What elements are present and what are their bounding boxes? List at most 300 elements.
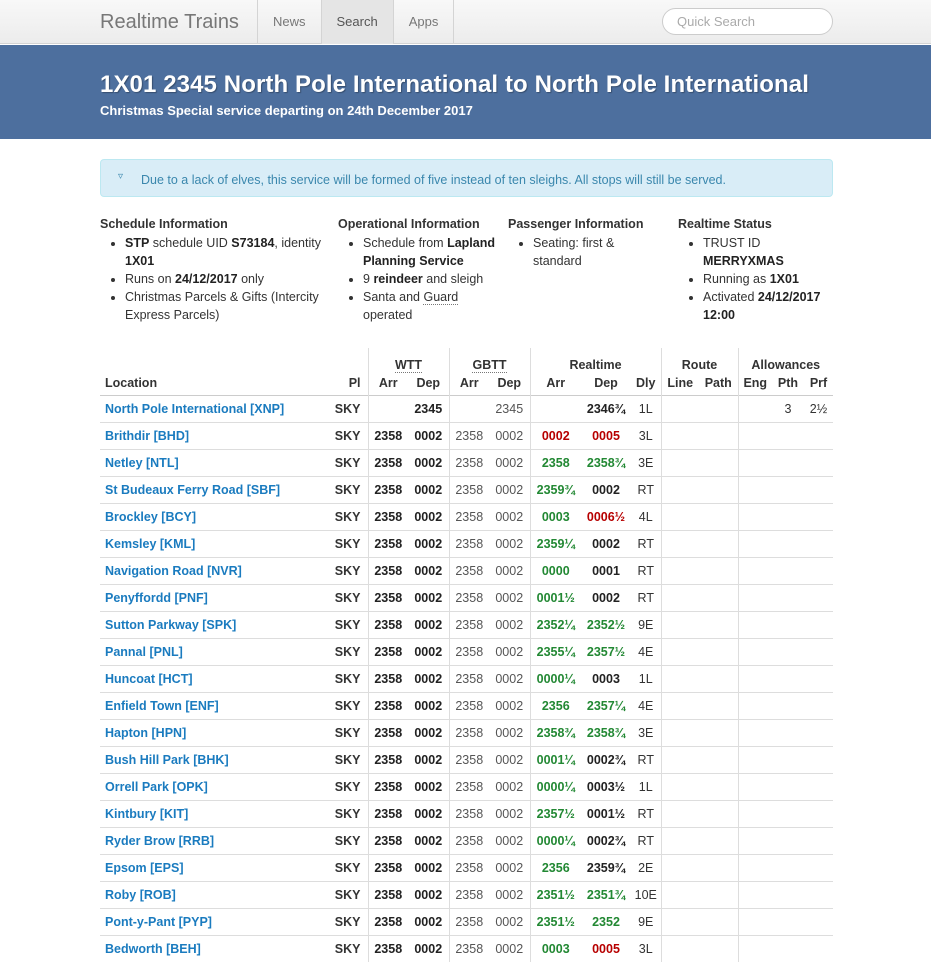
schedule-uid: S73184 — [231, 236, 275, 250]
path-cell — [699, 665, 738, 692]
eng-allowance-cell — [738, 530, 772, 557]
delay-cell: 2E — [631, 854, 661, 881]
platform-cell: SKY — [328, 773, 368, 800]
rt-dep-cell: 0006½ — [581, 503, 631, 530]
rt-dep-cell: 0005 — [581, 422, 631, 449]
col-delay: Dly — [636, 376, 656, 391]
col-wtt-dep: Dep — [416, 376, 441, 391]
gbtt-dep-cell: 2345 — [489, 395, 530, 422]
pth-allowance-cell — [772, 719, 804, 746]
prf-allowance-cell — [804, 827, 833, 854]
prf-allowance-cell — [804, 746, 833, 773]
col-line: Line — [661, 372, 699, 395]
gbtt-dep-cell: 0002 — [489, 692, 530, 719]
running-label: Running as — [703, 272, 770, 286]
wtt-dep-cell: 0002 — [408, 476, 449, 503]
wtt-arr-cell: 2358 — [368, 719, 408, 746]
quick-search-input[interactable] — [662, 8, 833, 35]
pth-allowance-cell — [772, 800, 804, 827]
prf-allowance-cell: 2½ — [804, 395, 833, 422]
identity: 1X01 — [125, 254, 155, 268]
brand-logo[interactable]: Realtime Trains — [100, 11, 239, 33]
prf-allowance-cell — [804, 476, 833, 503]
path-cell — [699, 908, 738, 935]
wtt-arr-cell: 2358 — [368, 746, 408, 773]
trust-id-item — [703, 234, 838, 270]
table-row[interactable] — [100, 665, 833, 692]
pth-allowance-cell — [772, 908, 804, 935]
platform-cell: SKY — [328, 881, 368, 908]
line-cell — [661, 503, 699, 530]
line-cell — [661, 557, 699, 584]
rt-arr-cell: 0000 — [530, 557, 581, 584]
gbtt-arr-cell: 2358 — [449, 773, 489, 800]
table-row[interactable] — [100, 908, 833, 935]
wtt-arr-cell: 2358 — [368, 665, 408, 692]
wtt-dep-cell: 0002 — [408, 746, 449, 773]
col-wtt-arr: Arr — [368, 372, 408, 395]
gbtt-dep-cell: 0002 — [489, 476, 530, 503]
delay-cell: 1L — [631, 665, 661, 692]
location-link[interactable]: Brithdir [BHD] — [105, 428, 190, 443]
wtt-arr-cell: 2358 — [368, 638, 408, 665]
path-cell — [699, 773, 738, 800]
delay-cell: 3E — [631, 449, 661, 476]
rt-arr-cell: 2355¼ — [530, 638, 581, 665]
rt-arr-cell: 0003 — [530, 503, 581, 530]
path-cell — [699, 854, 738, 881]
prf-allowance-cell — [804, 719, 833, 746]
rt-dep-cell: 2352½ — [581, 611, 631, 638]
path-cell — [699, 692, 738, 719]
delay-cell: 3L — [631, 422, 661, 449]
rt-arr-cell: 2357½ — [530, 800, 581, 827]
schedule-from-label: Schedule from — [363, 236, 448, 250]
realtime-status-heading: Realtime Status — [678, 217, 772, 231]
prf-allowance-cell — [804, 800, 833, 827]
delay-cell: RT — [631, 800, 661, 827]
pth-allowance-cell — [772, 557, 804, 584]
location-cell — [100, 935, 328, 962]
table-row[interactable] — [100, 638, 833, 665]
prf-allowance-cell — [804, 584, 833, 611]
operational-info-heading: Operational Information — [338, 217, 480, 231]
platform-cell: SKY — [328, 854, 368, 881]
platform-cell: SKY — [328, 530, 368, 557]
platform-cell: SKY — [328, 611, 368, 638]
table-row[interactable] — [100, 935, 833, 962]
platform-cell: SKY — [328, 800, 368, 827]
delay-cell: 1L — [631, 395, 661, 422]
eng-allowance-cell — [738, 773, 772, 800]
location-link[interactable]: Pannal [PNL] — [105, 644, 183, 659]
wtt-arr-cell: 2358 — [368, 557, 408, 584]
location-link[interactable]: Huncoat [HCT] — [105, 671, 193, 686]
eng-allowance-cell — [738, 827, 772, 854]
guard-abbr[interactable]: Guard — [423, 290, 459, 304]
rt-dep-cell: 0005 — [581, 935, 631, 962]
rt-dep-cell: 0001½ — [581, 800, 631, 827]
gbtt-abbr[interactable]: GBTT — [472, 358, 507, 372]
table-row[interactable] — [100, 422, 833, 449]
delay-cell: 9E — [631, 611, 661, 638]
location-cell — [100, 422, 328, 449]
rt-arr-cell: 0001½ — [530, 584, 581, 611]
line-cell — [661, 422, 699, 449]
gbtt-dep-cell: 0002 — [489, 638, 530, 665]
prf-allowance-cell — [804, 908, 833, 935]
running-as-item — [703, 270, 838, 288]
gbtt-dep-cell: 0002 — [489, 746, 530, 773]
delay-cell: RT — [631, 584, 661, 611]
path-cell — [699, 449, 738, 476]
rt-arr-cell: 2351½ — [530, 881, 581, 908]
gbtt-arr-cell: 2358 — [449, 530, 489, 557]
location-link[interactable]: Epsom [EPS] — [105, 860, 184, 875]
line-cell — [661, 719, 699, 746]
line-cell — [661, 773, 699, 800]
platform-cell: SKY — [328, 935, 368, 962]
gbtt-dep-cell: 0002 — [489, 584, 530, 611]
runs-date: 24/12/2017 — [175, 272, 238, 286]
col-rt-arr: Arr — [530, 372, 581, 395]
line-cell — [661, 395, 699, 422]
location-link[interactable]: Roby [ROB] — [105, 887, 176, 902]
platform-cell: SKY — [328, 584, 368, 611]
rt-arr-cell: 2352¼ — [530, 611, 581, 638]
wtt-dep-cell: 0002 — [408, 854, 449, 881]
table-row[interactable] — [100, 746, 833, 773]
location-cell — [100, 665, 328, 692]
pth-allowance-cell — [772, 881, 804, 908]
wtt-arr-cell: 2358 — [368, 908, 408, 935]
tab-apps[interactable]: Apps — [393, 0, 455, 44]
table-row[interactable] — [100, 719, 833, 746]
wtt-arr-cell: 2358 — [368, 449, 408, 476]
rt-arr-cell — [530, 395, 581, 422]
gbtt-dep-cell: 0002 — [489, 665, 530, 692]
rt-arr-cell: 0000¼ — [530, 773, 581, 800]
gbtt-dep-cell: 0002 — [489, 719, 530, 746]
rt-dep-cell: 2351¾ — [581, 881, 631, 908]
service-banner — [0, 45, 931, 139]
line-cell — [661, 746, 699, 773]
identity-label: , identity — [274, 236, 321, 250]
wtt-arr-cell: 2358 — [368, 611, 408, 638]
location-link[interactable]: St Budeaux Ferry Road [SBF] — [105, 482, 281, 497]
table-row[interactable] — [100, 800, 833, 827]
gbtt-dep-cell: 0002 — [489, 557, 530, 584]
col-eng: Eng — [738, 372, 772, 395]
gbtt-arr-cell: 2358 — [449, 881, 489, 908]
gbtt-arr-cell: 2358 — [449, 476, 489, 503]
prf-allowance-cell — [804, 611, 833, 638]
location-cell — [100, 395, 328, 422]
location-cell — [100, 773, 328, 800]
nav-tabs — [257, 0, 454, 44]
table-row[interactable] — [100, 503, 833, 530]
wtt-dep-cell: 0002 — [408, 908, 449, 935]
gbtt-arr-cell: 2358 — [449, 935, 489, 962]
delay-cell: RT — [631, 827, 661, 854]
wtt-dep-cell: 0002 — [408, 638, 449, 665]
location-cell — [100, 449, 328, 476]
table-row[interactable] — [100, 557, 833, 584]
table-row[interactable] — [100, 584, 833, 611]
schedule-uid-item — [125, 234, 325, 270]
prf-allowance-cell — [804, 449, 833, 476]
passenger-information — [508, 217, 648, 270]
gbtt-dep-cell: 0002 — [489, 530, 530, 557]
prf-allowance-cell — [804, 881, 833, 908]
gbtt-dep-cell: 0002 — [489, 800, 530, 827]
path-cell — [699, 935, 738, 962]
path-cell — [699, 584, 738, 611]
platform-cell: SKY — [328, 827, 368, 854]
gbtt-arr-cell: 2358 — [449, 719, 489, 746]
pth-allowance-cell — [772, 746, 804, 773]
operated-suffix: operated — [363, 308, 413, 322]
path-cell — [699, 530, 738, 557]
category-item: • Christmas Parcels & Gifts (Intercity Express Parcels) — [125, 288, 325, 324]
rt-arr-cell: 2359¼ — [530, 530, 581, 557]
gbtt-dep-cell: 0002 — [489, 827, 530, 854]
wtt-dep-cell: 0002 — [408, 530, 449, 557]
gbtt-dep-cell: 0002 — [489, 773, 530, 800]
location-link[interactable]: Sutton Parkway [SPK] — [105, 617, 237, 632]
location-cell — [100, 503, 328, 530]
location-link[interactable]: Brockley [BCY] — [105, 509, 196, 524]
group-wtt — [368, 348, 449, 372]
wtt-abbr[interactable]: WTT — [394, 358, 423, 372]
pth-allowance-cell — [772, 854, 804, 881]
planner: Lapland Planning Service — [363, 236, 495, 268]
path-cell — [699, 557, 738, 584]
prf-allowance-cell — [804, 638, 833, 665]
rt-dep-cell: 2357½ — [581, 638, 631, 665]
location-cell — [100, 908, 328, 935]
wtt-dep-cell: 0002 — [408, 719, 449, 746]
group-allowances: Allowances — [738, 348, 833, 372]
pth-allowance-cell — [772, 422, 804, 449]
location-link[interactable]: Netley [NTL] — [105, 455, 179, 470]
prf-allowance-cell — [804, 422, 833, 449]
line-cell — [661, 449, 699, 476]
location-link[interactable]: Navigation Road [NVR] — [105, 563, 242, 578]
wtt-arr-cell: 2358 — [368, 584, 408, 611]
group-gbtt — [449, 348, 530, 372]
wtt-dep-cell: 0002 — [408, 557, 449, 584]
table-row[interactable] — [100, 449, 833, 476]
location-link[interactable]: Pont-y-Pant [PYP] — [105, 914, 212, 929]
runs-label: Runs on — [125, 272, 176, 286]
table-row[interactable] — [100, 827, 833, 854]
stp-indicator: STP — [125, 236, 150, 250]
wtt-dep-cell: 2345 — [408, 395, 449, 422]
table-row[interactable] — [100, 692, 833, 719]
eng-allowance-cell — [738, 719, 772, 746]
activated-date: 24/12/2017 — [757, 290, 821, 304]
trust-label: TRUST ID — [703, 236, 761, 250]
location-cell — [100, 530, 328, 557]
prf-allowance-cell — [804, 854, 833, 881]
wtt-arr-cell: 2358 — [368, 692, 408, 719]
location-link[interactable]: North Pole International [XNP] — [105, 401, 285, 416]
eng-allowance-cell — [738, 638, 772, 665]
gbtt-dep-cell: 0002 — [489, 854, 530, 881]
schedule-information — [100, 217, 325, 324]
platform-cell: SKY — [328, 746, 368, 773]
pth-allowance-cell — [772, 611, 804, 638]
location-link[interactable]: Kintbury [KIT] — [105, 806, 189, 821]
rt-dep-cell: 2359¾ — [581, 854, 631, 881]
table-row[interactable] — [100, 611, 833, 638]
location-link[interactable]: Bush Hill Park [BHK] — [105, 752, 229, 767]
prf-allowance-cell — [804, 773, 833, 800]
platform-cell: SKY — [328, 449, 368, 476]
page-subtitle: Christmas Special service departing on 24th December 2017 — [100, 103, 473, 118]
location-link[interactable]: Hapton [HPN] — [105, 725, 187, 740]
rt-arr-cell: 2356 — [530, 854, 581, 881]
eng-allowance-cell — [738, 746, 772, 773]
platform-cell: SKY — [328, 476, 368, 503]
path-cell — [699, 881, 738, 908]
table-row[interactable] — [100, 476, 833, 503]
location-link[interactable]: Penyffordd [PNF] — [105, 590, 208, 605]
eng-allowance-cell — [738, 692, 772, 719]
platform-cell: SKY — [328, 503, 368, 530]
platform-cell: SKY — [328, 422, 368, 449]
wtt-dep-cell: 0002 — [408, 692, 449, 719]
rt-dep-cell: 0002¾ — [581, 746, 631, 773]
gbtt-dep-cell: 0002 — [489, 422, 530, 449]
table-row[interactable] — [100, 881, 833, 908]
wtt-arr-cell: 2358 — [368, 503, 408, 530]
navbar — [0, 0, 931, 44]
table-row[interactable] — [100, 395, 833, 422]
table-row[interactable] — [100, 854, 833, 881]
table-row[interactable] — [100, 773, 833, 800]
table-row[interactable] — [100, 530, 833, 557]
gbtt-arr-cell: 2358 — [449, 611, 489, 638]
wtt-arr-cell — [368, 395, 408, 422]
platform-cell: SKY — [328, 395, 368, 422]
line-cell — [661, 638, 699, 665]
location-cell — [100, 881, 328, 908]
delay-cell: 10E — [631, 881, 661, 908]
gbtt-arr-cell: 2358 — [449, 638, 489, 665]
pth-allowance-cell — [772, 449, 804, 476]
gbtt-arr-cell: 2358 — [449, 557, 489, 584]
rt-arr-cell: 2351½ — [530, 908, 581, 935]
location-cell — [100, 692, 328, 719]
line-cell — [661, 800, 699, 827]
wtt-dep-cell: 0002 — [408, 800, 449, 827]
wtt-dep-cell: 0002 — [408, 935, 449, 962]
delay-cell: 9E — [631, 908, 661, 935]
info-icon: ▿ — [118, 171, 124, 182]
rt-arr-cell: 2359¾ — [530, 476, 581, 503]
page-title: 1X01 2345 North Pole International to North Pole International — [100, 71, 809, 98]
location-cell — [100, 800, 328, 827]
location-link[interactable]: Kemsley [KML] — [105, 536, 196, 551]
activated-time: 12:00 — [703, 308, 735, 322]
rt-arr-cell: 0003 — [530, 935, 581, 962]
wtt-arr-cell: 2358 — [368, 773, 408, 800]
wtt-dep-cell: 0002 — [408, 503, 449, 530]
pth-allowance-cell — [772, 638, 804, 665]
rt-dep-cell: 0001 — [581, 557, 631, 584]
location-cell — [100, 746, 328, 773]
location-link[interactable]: Orrell Park [OPK] — [105, 779, 208, 794]
platform-cell: SKY — [328, 719, 368, 746]
line-cell — [661, 584, 699, 611]
group-route: Route — [661, 348, 738, 372]
delay-cell: 4L — [631, 503, 661, 530]
col-gbtt-dep: Dep — [497, 376, 522, 391]
wtt-dep-cell: 0002 — [408, 422, 449, 449]
operated-item — [363, 288, 503, 324]
tab-search[interactable]: Search — [321, 0, 393, 44]
traction-count: 9 — [363, 272, 374, 286]
traction-suffix: and sleigh — [422, 272, 484, 286]
eng-allowance-cell — [738, 584, 772, 611]
col-platform: Pl — [348, 376, 361, 391]
wtt-arr-cell: 2358 — [368, 854, 408, 881]
eng-allowance-cell — [738, 935, 772, 962]
pth-allowance-cell — [772, 476, 804, 503]
rt-dep-cell: 0002 — [581, 584, 631, 611]
path-cell — [699, 395, 738, 422]
eng-allowance-cell — [738, 476, 772, 503]
wtt-dep-cell: 0002 — [408, 611, 449, 638]
gbtt-arr-cell: 2358 — [449, 746, 489, 773]
platform-cell: SKY — [328, 665, 368, 692]
location-cell — [100, 827, 328, 854]
location-link[interactable]: Enfield Town [ENF] — [105, 698, 219, 713]
line-cell — [661, 476, 699, 503]
location-cell — [100, 476, 328, 503]
wtt-arr-cell: 2358 — [368, 935, 408, 962]
prf-allowance-cell — [804, 557, 833, 584]
location-link[interactable]: Ryder Brow [RRB] — [105, 833, 215, 848]
delay-cell: 3E — [631, 719, 661, 746]
pth-allowance-cell — [772, 935, 804, 962]
location-cell — [100, 557, 328, 584]
path-cell — [699, 476, 738, 503]
rt-dep-cell: 2346¾ — [581, 395, 631, 422]
eng-allowance-cell — [738, 665, 772, 692]
location-cell — [100, 584, 328, 611]
delay-cell: RT — [631, 476, 661, 503]
path-cell — [699, 503, 738, 530]
delay-cell: RT — [631, 746, 661, 773]
wtt-dep-cell: 0002 — [408, 584, 449, 611]
rt-arr-cell: 0002 — [530, 422, 581, 449]
gbtt-arr-cell: 2358 — [449, 692, 489, 719]
gbtt-dep-cell: 0002 — [489, 503, 530, 530]
eng-allowance-cell — [738, 854, 772, 881]
location-link[interactable]: Bedworth [BEH] — [105, 941, 201, 956]
wtt-dep-cell: 0002 — [408, 773, 449, 800]
tab-news[interactable]: News — [257, 0, 321, 44]
wtt-arr-cell: 2358 — [368, 881, 408, 908]
path-cell — [699, 611, 738, 638]
prf-allowance-cell — [804, 503, 833, 530]
line-cell — [661, 665, 699, 692]
running-as: 1X01 — [769, 272, 799, 286]
activated-label: Activated — [703, 290, 758, 304]
